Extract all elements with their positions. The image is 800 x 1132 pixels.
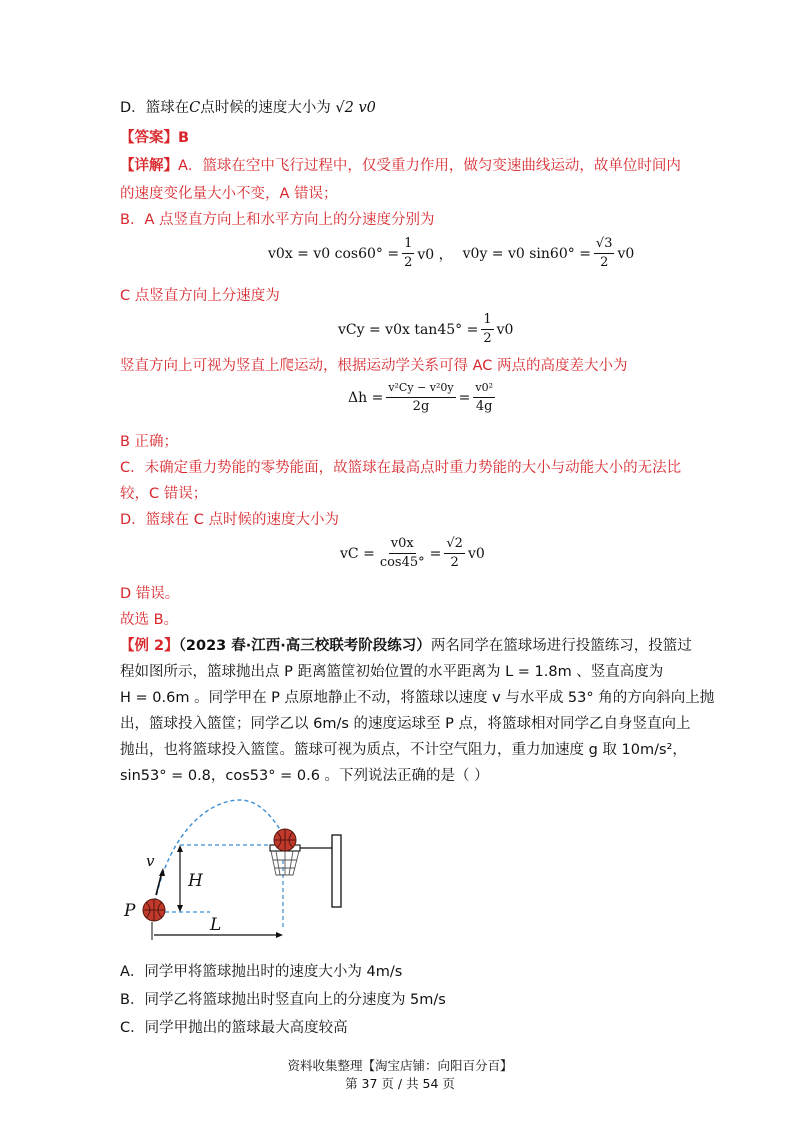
eq1-frac2-den: 2 xyxy=(600,255,609,270)
eq3-lhs: Δh = xyxy=(348,389,384,406)
answer-label: 【答案】B xyxy=(120,130,190,146)
eq2-tail: v0 xyxy=(496,321,514,338)
option-d-middle: 点时候的速度大小为 xyxy=(200,100,331,116)
label-v: v xyxy=(146,852,155,870)
example2-source: （2023 春·江西·高三校联考阶段练习） xyxy=(178,638,431,654)
eq1-lhs1: v0x = v0 cos60° = xyxy=(268,245,400,262)
detail-a-line1 xyxy=(120,156,681,176)
equation-vc xyxy=(340,536,485,571)
option-b: B．同学乙将篮球抛出时竖直向上的分速度为 5m/s xyxy=(120,992,446,1008)
option-d-top xyxy=(120,98,376,118)
eq3-frac1-den: 2g xyxy=(412,399,430,414)
equation-vcy xyxy=(338,312,513,347)
eq1-frac2-num: √3 xyxy=(594,236,615,254)
footer-page-number: 第 37 页 / 共 54 页 xyxy=(345,1076,455,1091)
b-correct: B 正确； xyxy=(120,434,179,450)
point-c: C xyxy=(189,100,201,116)
eq3-eq: = xyxy=(458,389,471,406)
detail-b-line: B．A 点竖直方向上和水平方向上的分速度分别为 xyxy=(120,212,435,228)
label-h: H xyxy=(188,871,203,891)
eq3-frac1 xyxy=(386,380,455,415)
footer-source: 资料收集整理【淘宝店铺：向阳百分百】 xyxy=(287,1058,513,1073)
c-line1: C．未确定重力势能的零势能面，故篮球在最高点时重力势能的大小与动能大小的无法比 xyxy=(120,460,682,476)
example2-line6: sin53° = 0.8，cos53° = 0.6 。下列说法正确的是（ ） xyxy=(120,768,489,784)
eq4-frac2-den: 2 xyxy=(450,555,459,570)
eq2-frac-num: 1 xyxy=(481,312,493,330)
example2-text1: 两名同学在篮球场进行投篮练习，投篮过 xyxy=(430,638,692,654)
example2-line1 xyxy=(120,636,692,656)
trajectory-path xyxy=(155,800,285,902)
eq4-frac1-den: cos45° xyxy=(379,555,425,570)
label-p: P xyxy=(124,901,136,921)
eq1-frac1 xyxy=(402,236,414,271)
eq2-frac-den: 2 xyxy=(483,331,492,346)
eq1-lhs2: v0y = v0 sin60° = xyxy=(462,245,591,262)
eq1-frac1-num: 1 xyxy=(402,236,414,254)
eq3-frac2-num: v0² xyxy=(473,380,495,398)
eq3-frac1-num: v²Cy − v²0y xyxy=(386,380,455,398)
detail-label: 【详解】 xyxy=(120,158,178,174)
eq2-lhs: vCy = v0x tan45° = xyxy=(338,321,479,338)
eq4-frac2 xyxy=(444,536,465,571)
eq4-lhs: vC = xyxy=(340,545,375,562)
choose-answer: 故选 B。 xyxy=(120,612,179,628)
eq4-frac1-num: v0x xyxy=(389,536,416,554)
detail-a-line2: 的速度变化量大小不变，A 错误； xyxy=(120,186,338,202)
option-d-prefix: D．篮球在 xyxy=(120,100,190,116)
d-line: D．篮球在 C 点时候的速度大小为 xyxy=(120,512,340,528)
h-arrow-head-bottom xyxy=(177,905,183,912)
example2-line5: 抛出，也将篮球投入篮筐。篮球可视为质点，不计空气阻力，重力加速度 g 取 10m/s²， xyxy=(120,742,687,758)
eq4-frac1 xyxy=(378,536,427,571)
climb-line: 竖直方向上可视为竖直上爬运动，根据运动学关系可得 AC 两点的高度差大小为 xyxy=(120,358,628,374)
h-arrow-head-top xyxy=(177,845,183,852)
eq2-frac xyxy=(481,312,493,347)
example2-line3: H = 0.6m 。同学甲在 P 点原地静止不动，将篮球以速度 v 与水平成 53° 角的方向斜向上抛 xyxy=(120,690,715,706)
option-d-value: √2 v0 xyxy=(335,100,376,116)
eq4-eq: = xyxy=(429,545,442,562)
equation-height-diff xyxy=(348,380,498,415)
eq1-frac1-den: 2 xyxy=(404,255,413,270)
c-line2: 较，C 错误； xyxy=(120,486,208,502)
option-c: C．同学甲抛出的篮球最大高度较高 xyxy=(120,1020,348,1036)
eq1-frac2 xyxy=(594,236,615,271)
l-arrow-head xyxy=(276,932,283,938)
detail-a-text1: A．篮球在空中飞行过程中，仅受重力作用，做匀变速曲线运动，故单位时间内 xyxy=(178,158,681,174)
example2-label: 【例 2】 xyxy=(120,638,179,654)
example2-line4: 出，篮球投入篮筐；同学乙以 6m/s 的速度运球至 P 点，将篮球相对同学乙自身竖直向上 xyxy=(120,716,691,732)
backboard xyxy=(332,835,341,907)
c-point-line: C 点竖直方向上分速度为 xyxy=(120,288,280,304)
d-wrong: D 错误。 xyxy=(120,586,180,602)
equation-velocity-components xyxy=(268,236,634,271)
option-a: A．同学甲将篮球抛出时的速度大小为 4m/s xyxy=(120,964,403,980)
example2-line2: 程如图所示，篮球抛出点 P 距离篮筐初始位置的水平距离为 L = 1.8m 、竖直高度为 xyxy=(120,664,664,680)
basketball-diagram xyxy=(124,790,370,950)
eq4-frac2-num: √2 xyxy=(444,536,465,554)
hoop-net xyxy=(271,851,299,875)
eq1-tail1: v0 ， xyxy=(417,246,453,263)
eq4-tail: v0 xyxy=(467,545,485,562)
eq3-frac2-den: 4g xyxy=(475,399,493,414)
label-l: L xyxy=(210,915,222,935)
eq3-frac2 xyxy=(473,380,495,415)
eq1-tail2: v0 xyxy=(617,245,635,262)
